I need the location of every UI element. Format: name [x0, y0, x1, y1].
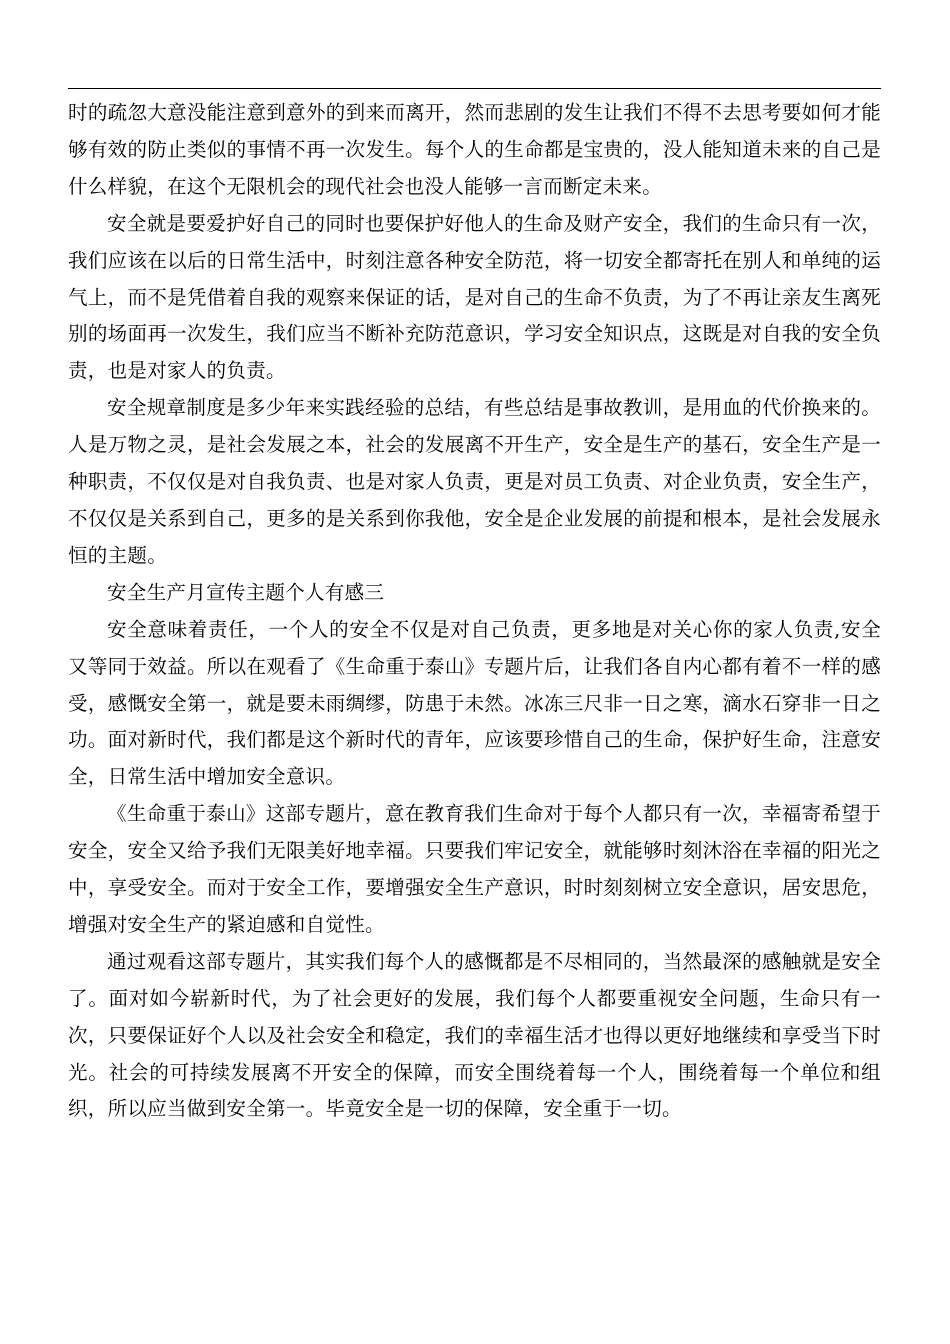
paragraph: 安全意味着责任，一个人的安全不仅是对自己负责，更多地是对关心你的家人负责,安全又等同于效益。所以在观看了《生命重于泰山》专题片后，让我们各自内心都有着不一样的感受，感慨安全第一，就是要未雨绸缪，防患于未然。冰冻三尺非一日之寒，滴水石穿非一日之功。面对新时代，我们都是这个新时代的青年，应该要珍惜自己的生命，保护好生命，注意安全，日常生活中增加安全意识。 [68, 617, 881, 789]
paragraph: 安全就是要爱护好自己的同时也要保护好他人的生命及财产安全，我们的生命只有一次，我们应该在以后的日常生活中，时刻注意各种安全防范，将一切安全都寄托在别人和单纯的运气上，而不是凭借着自我的观察来保证的话，是对自己的生命不负责，为了不再让亲友生离死别的场面再一次发生，我们应当不断补充防范意识，学习安全知识点，这既是对自我的安全负责，也是对家人的负责。 [68, 211, 881, 383]
paragraph: 安全规章制度是多少年来实践经验的总结，有些总结是事故教训，是用血的代价换来的。人是万物之灵，是社会发展之本，社会的发展离不开生产，安全是生产的基石，安全生产是一种职责，不仅仅是对自我负责、也是对家人负责，更是对员工负责、对企业负责，安全生产，不仅仅是关系到自己，更多的是关系到你我他，安全是企业发展的前提和根本，是社会发展永恒的主题。 [68, 396, 881, 567]
section-heading: 安全生产月宣传主题个人有感三 [107, 580, 385, 604]
paragraph-continuation: 时的疏忽大意没能注意到意外的到来而离开，然而悲剧的发生让我们不得不去思考要如何才能够有效的防止类似的事情不再一次发生。每个人的生命都是宝贵的，没人能知道未来的自己是什么样貌，在这个无限机会的现代社会也没人能够一言而断定未来。 [68, 101, 881, 198]
document-body [68, 95, 881, 1128]
paragraph: 通过观看这部专题片，其实我们每个人的感慨都是不尽相同的，当然最深的感触就是安全了。面对如今崭新时代，为了社会更好的发展，我们每个人都要重视安全问题，生命只有一次，只要保证好个人以及社会安全和稳定，我们的幸福生活才也得以更好地继续和享受当下时光。社会的可持续发展离不开安全的保障，而安全围绕着每一个人，围绕着每一个单位和组织，所以应当做到安全第一。毕竟安全是一切的保障，安全重于一切。 [68, 949, 881, 1121]
paragraph: 《生命重于泰山》这部专题片，意在教育我们生命对于每个人都只有一次，幸福寄希望于安全，安全又给予我们无限美好地幸福。只要我们牢记安全，就能够时刻沐浴在幸福的阳光之中，享受安全。而对于安全工作，要增强安全生产意识，时时刻刻树立安全意识，居安思危，增强对安全生产的紧迫感和自觉性。 [68, 802, 881, 936]
header-rule [68, 88, 881, 89]
